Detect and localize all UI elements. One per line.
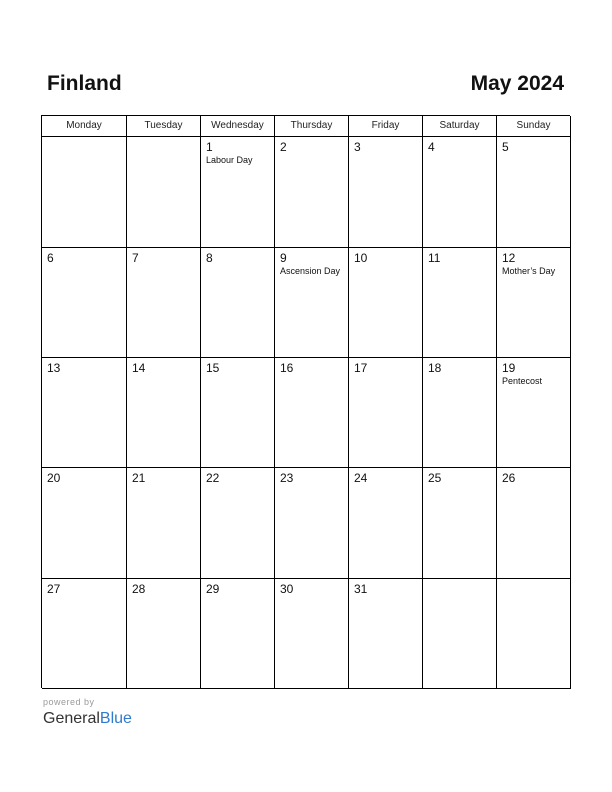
day-cell[interactable] <box>201 137 275 248</box>
day-cell[interactable] <box>275 248 349 358</box>
weekday-header-thursday: Thursday <box>275 116 349 137</box>
day-number: 11 <box>428 251 441 265</box>
day-number: 18 <box>428 361 442 375</box>
day-cell[interactable] <box>423 248 497 358</box>
day-number: 23 <box>280 471 294 485</box>
day-number: 6 <box>47 251 54 265</box>
day-cell[interactable] <box>275 137 349 248</box>
day-number: 9 <box>280 251 287 265</box>
day-number: 15 <box>206 361 220 375</box>
day-number: 10 <box>354 251 368 265</box>
month-year-title: May 2024 <box>470 72 564 95</box>
day-cell[interactable] <box>201 248 275 358</box>
day-cell[interactable] <box>127 248 201 358</box>
calendar-grid <box>41 115 570 688</box>
day-number: 20 <box>47 471 61 485</box>
day-cell[interactable] <box>42 137 127 248</box>
day-number: 28 <box>132 582 146 596</box>
day-cell[interactable] <box>42 358 127 468</box>
day-cell[interactable] <box>497 579 571 689</box>
weekday-header-sunday: Sunday <box>497 116 571 137</box>
day-number: 17 <box>354 361 368 375</box>
day-number: 27 <box>47 582 61 596</box>
day-cell[interactable] <box>275 358 349 468</box>
day-cell[interactable] <box>127 358 201 468</box>
day-cell[interactable] <box>275 579 349 689</box>
day-cell[interactable] <box>349 468 423 579</box>
day-number: 12 <box>502 251 516 265</box>
day-number: 22 <box>206 471 220 485</box>
day-cell[interactable] <box>497 248 571 358</box>
day-cell[interactable] <box>349 137 423 248</box>
day-number: 2 <box>280 140 287 154</box>
day-number: 1 <box>206 140 213 154</box>
day-number: 16 <box>280 361 294 375</box>
brand-name-part2: Blue <box>99 710 132 727</box>
weekday-header-saturday: Saturday <box>423 116 497 137</box>
day-cell[interactable] <box>423 579 497 689</box>
powered-by-text: powered by <box>43 697 95 707</box>
day-cell[interactable] <box>497 358 571 468</box>
day-cell[interactable] <box>349 248 423 358</box>
day-cell[interactable] <box>42 579 127 689</box>
day-cell[interactable] <box>349 358 423 468</box>
day-cell[interactable] <box>349 579 423 689</box>
day-cell[interactable] <box>497 468 571 579</box>
day-number: 29 <box>206 582 220 596</box>
weekday-header-friday: Friday <box>349 116 423 137</box>
brand-logo[interactable] <box>43 709 132 729</box>
weekday-header-monday: Monday <box>42 116 127 137</box>
day-number: 24 <box>354 471 368 485</box>
holiday-label: Mother’s Day <box>502 266 556 276</box>
day-cell[interactable] <box>201 358 275 468</box>
day-cell[interactable] <box>42 248 127 358</box>
day-cell[interactable] <box>275 468 349 579</box>
weekday-header-tuesday: Tuesday <box>127 116 201 137</box>
day-number: 14 <box>132 361 146 375</box>
day-cell[interactable] <box>42 468 127 579</box>
day-number: 26 <box>502 471 516 485</box>
day-number: 21 <box>132 471 146 485</box>
footer-branding <box>43 697 132 729</box>
day-number: 19 <box>502 361 516 375</box>
day-cell[interactable] <box>127 468 201 579</box>
day-cell[interactable] <box>423 468 497 579</box>
country-title: Finland <box>47 72 122 95</box>
day-cell[interactable] <box>201 579 275 689</box>
weekday-header-wednesday: Wednesday <box>201 116 275 137</box>
day-cell[interactable] <box>497 137 571 248</box>
day-number: 7 <box>132 251 139 265</box>
day-cell[interactable] <box>423 137 497 248</box>
day-number: 3 <box>354 140 361 154</box>
day-cell[interactable] <box>423 358 497 468</box>
day-number: 13 <box>47 361 61 375</box>
day-cell[interactable] <box>127 579 201 689</box>
day-number: 8 <box>206 251 213 265</box>
holiday-label: Labour Day <box>206 155 253 165</box>
holiday-label: Ascension Day <box>280 266 341 276</box>
day-number: 31 <box>354 582 368 596</box>
day-number: 25 <box>428 471 442 485</box>
day-cell[interactable] <box>201 468 275 579</box>
day-number: 4 <box>428 140 435 154</box>
holiday-label: Pentecost <box>502 376 543 386</box>
day-number: 30 <box>280 582 294 596</box>
day-cell[interactable] <box>127 137 201 248</box>
brand-name-part1: General <box>43 710 100 727</box>
day-number: 5 <box>502 140 509 154</box>
